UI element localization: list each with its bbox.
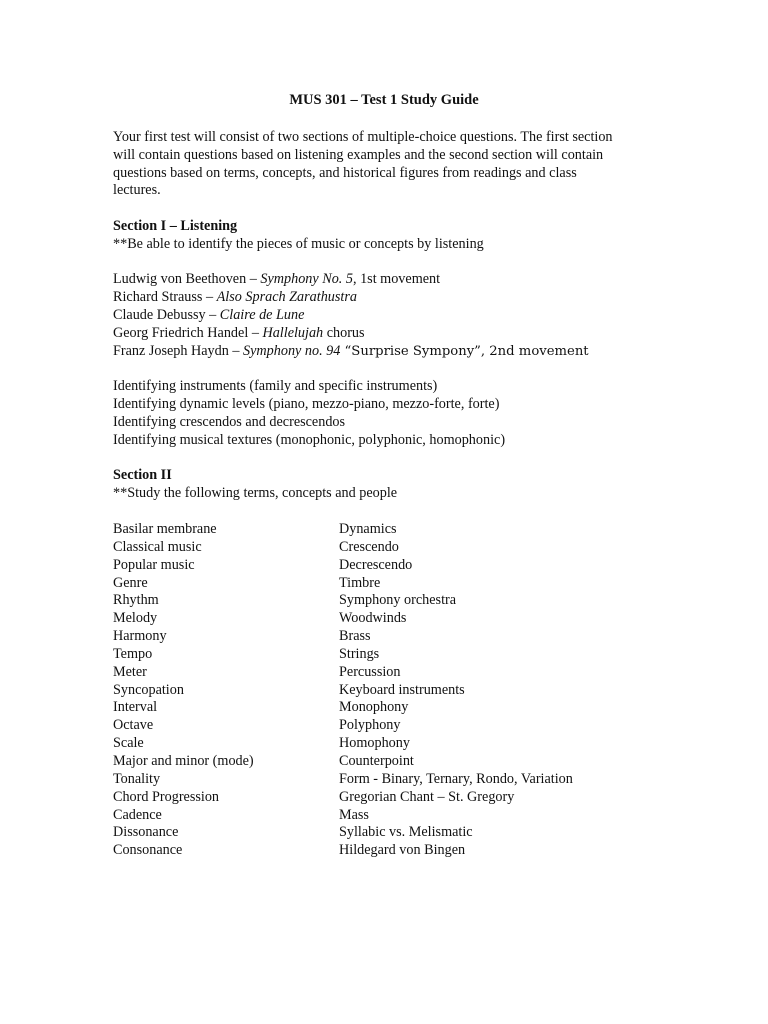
work-title: Symphony No. 5: [260, 271, 353, 288]
composer: Georg Friedrich Handel –: [113, 324, 263, 341]
listening-piece: [113, 343, 673, 361]
term-right: Hildegard von Bingen: [339, 842, 466, 859]
term-left: Classical music: [113, 538, 202, 555]
term-left: Rhythm: [113, 592, 159, 609]
list-item: [113, 610, 673, 628]
intro-paragraph: [113, 129, 653, 200]
section-heading: Section I – Listening: [113, 218, 238, 234]
intro-line: questions based on terms, concepts, and historical figures from readings and class: [113, 164, 577, 181]
list-item: [113, 539, 673, 557]
listening-concept: Identifying crescendos and decrescendos: [113, 413, 346, 430]
term-left: Melody: [113, 610, 158, 627]
term-right: Form - Binary, Ternary, Rondo, Variation: [339, 770, 573, 787]
list-item: [113, 842, 673, 860]
work-title: Claire de Lune: [219, 306, 305, 323]
term-left: Octave: [113, 717, 154, 734]
term-left: Interval: [113, 699, 158, 716]
work-detail: , 1st movement: [352, 271, 441, 288]
term-right: Syllabic vs. Melismatic: [339, 824, 473, 841]
term-left: Harmony: [113, 628, 167, 645]
term-left: Meter: [113, 663, 147, 680]
composer: Claude Debussy –: [113, 306, 220, 323]
composer: Franz Joseph Haydn –: [113, 342, 244, 359]
term-right: Strings: [339, 645, 380, 662]
term-right: Polyphony: [339, 717, 401, 734]
list-item: [113, 771, 673, 789]
work-title: Hallelujah: [262, 324, 324, 341]
term-left: Popular music: [113, 556, 195, 573]
page-title: MUS 301 – Test 1 Study Guide: [289, 92, 479, 108]
term-right: Woodwinds: [339, 610, 407, 627]
term-left: Major and minor (mode): [113, 752, 254, 769]
listening-piece: [113, 325, 673, 343]
composer: Ludwig von Beethoven –: [113, 271, 261, 288]
list-item: [113, 575, 673, 593]
list-item: [113, 664, 673, 682]
list-item: [113, 717, 673, 735]
work-title: Also Sprach Zarathustra: [216, 289, 357, 306]
listening-piece: [113, 271, 673, 289]
section-listening: [113, 218, 673, 503]
term-right: Decrescendo: [339, 556, 413, 573]
list-item: [113, 557, 673, 575]
listening-concept: Identifying dynamic levels (piano, mezzo-piano, mezzo-forte, forte): [113, 395, 500, 412]
listening-concept: Identifying musical textures (monophonic, polyphonic, homophonic): [113, 431, 506, 448]
list-item: [113, 789, 673, 807]
list-item: [113, 807, 673, 825]
list-item: [113, 521, 673, 539]
intro-line: lectures.: [113, 182, 161, 199]
term-left: Tempo: [113, 645, 153, 662]
term-right: Keyboard instruments: [339, 681, 465, 698]
listening-piece: [113, 307, 673, 325]
list-item: [113, 735, 673, 753]
list-item: [113, 628, 673, 646]
term-right: Dynamics: [339, 521, 397, 537]
term-left: Consonance: [113, 842, 183, 859]
section-instruction: **Study the following terms, concepts and people: [113, 484, 398, 501]
term-right: Crescendo: [339, 538, 399, 555]
list-item: [113, 682, 673, 700]
term-right: Symphony orchestra: [339, 592, 457, 609]
term-left: Tonality: [113, 770, 161, 787]
list-item: [113, 699, 673, 717]
work-title: Symphony no. 94: [243, 342, 341, 359]
term-right: Homophony: [339, 735, 410, 752]
intro-line: will contain questions based on listening examples and the second section will contain: [113, 146, 604, 163]
term-left: Genre: [113, 574, 148, 591]
term-left: Dissonance: [113, 824, 179, 841]
term-right: Mass: [339, 806, 369, 823]
section-instruction: **Be able to identify the pieces of music or concepts by listening: [113, 235, 484, 252]
term-right: Gregorian Chant – St. Gregory: [339, 788, 515, 805]
work-detail: chorus: [323, 324, 365, 341]
listening-piece: [113, 289, 673, 307]
term-left: Scale: [113, 735, 144, 752]
work-detail: “Surprise Sympony”, 2nd movement: [340, 343, 589, 359]
term-right: Percussion: [339, 663, 401, 680]
list-item: [113, 824, 673, 842]
list-item: [113, 592, 673, 610]
term-left: Cadence: [113, 806, 162, 823]
term-left: Syncopation: [113, 681, 184, 698]
term-left: Basilar membrane: [113, 521, 217, 537]
listening-concept: Identifying instruments (family and specific instruments): [113, 378, 438, 395]
list-item: [113, 753, 673, 771]
composer: Richard Strauss –: [113, 289, 217, 306]
term-right: Counterpoint: [339, 752, 414, 769]
intro-line: Your first test will consist of two sections of multiple-choice questions. The first section: [113, 129, 613, 145]
term-right: Monophony: [339, 699, 409, 716]
term-left: Chord Progression: [113, 788, 220, 805]
term-right: Timbre: [339, 574, 381, 591]
term-right: Brass: [339, 628, 371, 645]
terms-list: [113, 521, 673, 860]
section-heading: Section II: [113, 467, 172, 484]
list-item: [113, 646, 673, 664]
